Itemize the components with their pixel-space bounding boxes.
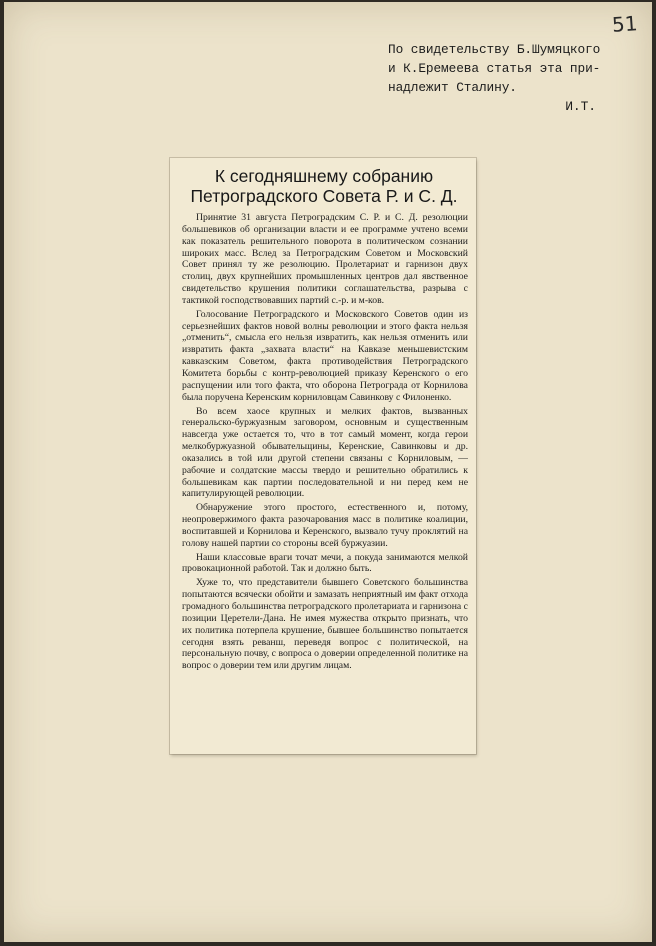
note-line: и К.Еремеева статья эта при-	[388, 61, 601, 76]
note-line: надлежит Сталину.	[388, 80, 517, 95]
article-paragraph: Хуже то, что представители бывшего Советского большинства попытаются всячески обойти и замазать неприятный им факт отхода громадного большинства петроградского пролетариата и гарнизона с позиции Церетели-Дана. Не имея мужества открыто признать, что их политика потерпела крушение, бывшее большинство попытается сегодня взять реванш, переведя вопрос с политической, на персональную почву, с вопроса о доверии определенной политике на вопрос о доверии тем или другим лицам.	[182, 577, 468, 672]
article-body	[182, 212, 468, 672]
article-paragraph: Принятие 31 августа Петроградским С. Р. и С. Д. резолюции большевиков об организации власти и ее программе учтено всеми как показатель решительного поворота в политическом сознании широких масс. Вслед за Петроградским Советом и Московский Совет принял ту же резолюцию. Пролетариат и гарнизон двух столиц, двух крупнейших промышленных центров дал явственное свидетельство крушения политики соглашательства, разрыва с тактикой господствовавших партий с.-р. и м-ков.	[182, 212, 468, 306]
folio-number: 51	[611, 11, 639, 37]
note-line: По свидетельству Б.Шумяцкого	[388, 42, 601, 57]
article-paragraph: Во всем хаосе крупных и мелких фактов, вызванных генеральско-буржуазным заговором, основным и существенным навсегда уже остается то, что в тот самый момент, когда герои мелкобуржуазной обывательщины, Керенские, Савинковы и др. оказались в той или другой степени связаны с Корниловым, — рабочие и солдатские массы твердо и решительно обратились к большевикам как партии последовательной и ни перед кем не капитулирующей революции.	[182, 405, 468, 500]
article-paragraph: Голосование Петроградского и Московского Советов один из серьезнейших фактов новой волны революции и этого факта нельзя „отменить“, смысла его нельзя извратить, как нельзя отменить или извратить факта „захвата власти“ на Кавказе меньшевистским кавказским Советом, факта противодействия Петроградского Комитета борьбы с контр-революцией приказу Керенского о его распущении или того факта, что оборона Петрограда от Корнилова была поручена Керенским корниловцам Савинкову с Филоненко.	[182, 308, 468, 403]
newspaper-clipping	[170, 158, 476, 754]
note-initials: И.Т.	[565, 99, 596, 114]
typed-attribution-note	[388, 40, 648, 116]
article-paragraph: Обнаружение этого простого, естественного и, потому, неопровержимого факта разочарования масс в политике коалиции, воспитавшей и Корнилова и Керенского, вызвало тучу проклятий на голову нашей партии со стороны всей буржуазии.	[182, 502, 468, 549]
article-paragraph: Наши классовые враги точат мечи, а покуда занимаются мелкой провокационной работой. Так и должно быть.	[182, 551, 468, 575]
article-headline: К сегодняшнему собранию Петроградского Совета Р. и С. Д.	[190, 166, 458, 206]
archive-sheet	[4, 2, 652, 942]
